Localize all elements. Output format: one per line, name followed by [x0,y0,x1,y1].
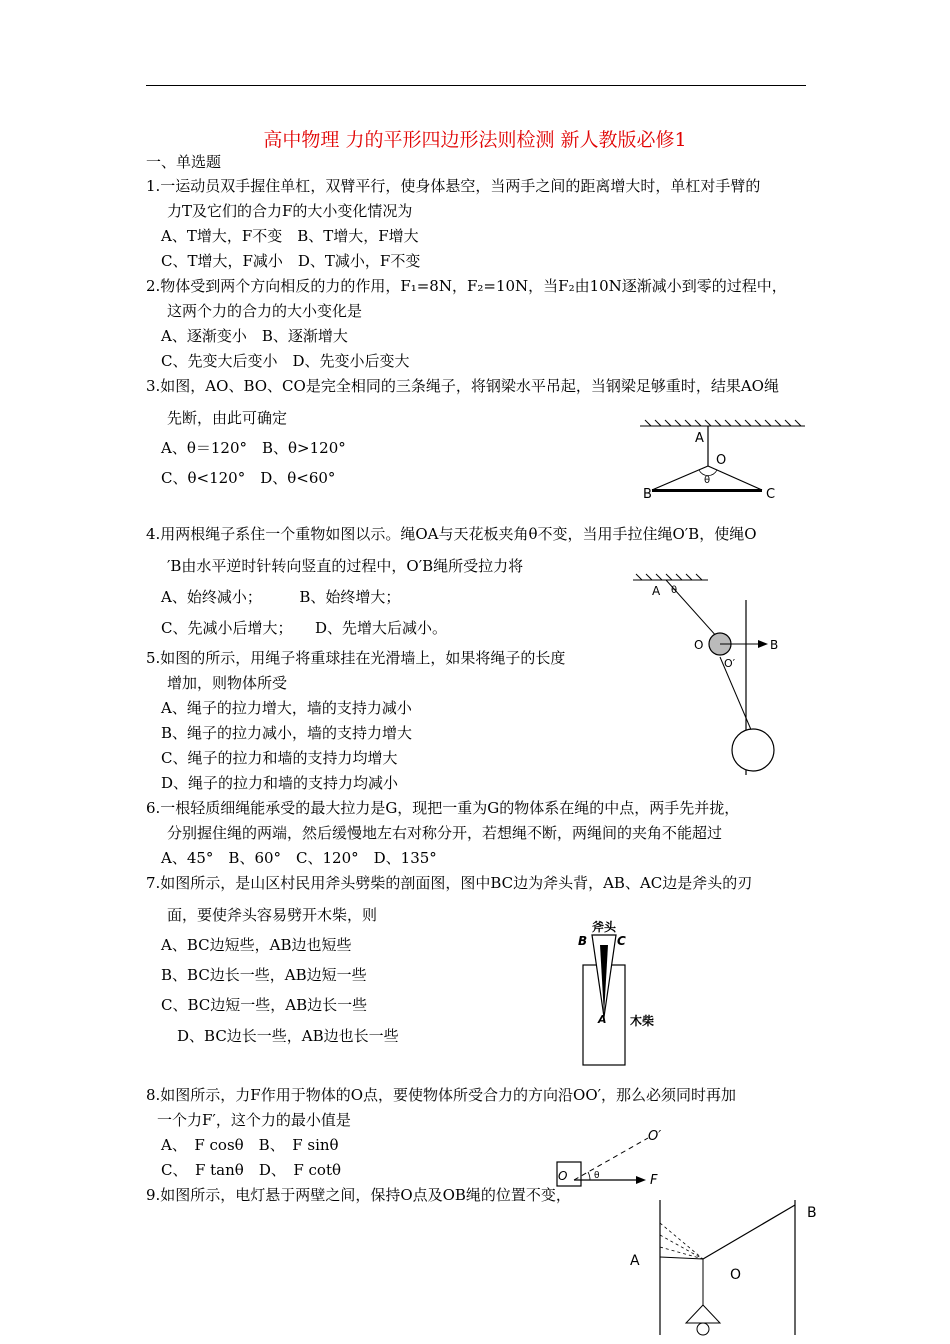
q9-figure [620,1195,820,1340]
q5-options-2: B、绳子的拉力减小，墙的支持力增大 [161,724,413,742]
rope-bo [652,466,711,490]
q7-label-firewood: 木柴 [630,1014,655,1028]
q7-options-1: A、BC边短些，AB边也短些 [161,936,352,954]
q8-options-1: A、 F cosθ B、 F sinθ [161,1136,339,1154]
q6-options-1: A、45° B、60° C、120° D、135° [161,849,437,867]
q3-line1: 3.如图，AO、BO、CO是完全相同的三条绳子，将钢梁水平吊起，当钢梁足够重时，结果AO绳 [146,377,779,395]
rope-ob [703,1205,795,1259]
q4-label-o-prime: O′ [724,657,736,670]
q1-options-2: C、T增大，F减小 D、T减小，F不变 [161,252,421,270]
q6-line1: 6.一根轻质细绳能承受的最大拉力是G，现把一重为G的物体系在绳的中点，两手先并拢， [146,799,740,817]
q7-label-b: B [578,934,588,948]
q4-label-b: B [770,638,779,652]
q2-line1: 2.物体受到两个方向相反的力的作用，F₁=8N，F₂=10N，当F₂由10N逐渐减小到零的过程中， [146,277,787,295]
rope-co [708,466,762,490]
q5-line2: 增加，则物体所受 [167,674,288,692]
top-rule [146,85,806,86]
ceiling-hatch [633,574,708,580]
q3-label-b: B [643,487,652,502]
q8-label-o: O [558,1169,568,1183]
q3-label-theta: θ [704,475,711,486]
q8-line1: 8.如图所示，力F作用于物体的O点，要使物体所受合力的方向沿OO′，那么必须同时再加 [146,1086,737,1104]
q7-figure [570,915,670,1070]
q5-options-3: C、绳子的拉力和墙的支持力均增大 [161,749,398,767]
q4-options-1: A、始终减小； B、始终增大； [161,588,401,606]
q4-label-a: A [652,584,661,598]
q4-options-2: C、先减小后增大； D、先增大后减小。 [161,619,448,637]
q2-options-1: A、逐渐变小 B、逐渐增大 [161,327,348,345]
q1-line1: 1.一运动员双手握住单杠，双臂平行，使身体悬空，当两手之间的距离增大时，单杠对手臂的 [146,177,761,195]
steel-beam [652,489,762,492]
q7-options-3: C、BC边短一些，AB边长一些 [161,996,368,1014]
q4-line2: ′B由水平逆时针转向竖直的过程中，O′B绳所受拉力将 [167,557,524,575]
q3-options-1: A、θ＝120° B、θ>120° [161,439,346,457]
ceiling-hatch [640,420,805,426]
q7-label-c: C [617,934,626,948]
q9-line1: 9.如图所示，电灯悬于两壁之间，保持O点及OB绳的位置不变， [146,1186,571,1204]
document-title: 高中物理 力的平形四边形法则检测 新人教版必修1 [263,129,687,151]
q4-label-o: O [694,638,704,652]
q4-q5-figure [628,570,788,780]
q4-line1: 4.用两根绳子系住一个重物如图以示。绳OA与天花板夹角θ不变，当用手拉住绳O′B，使绳O [146,525,757,543]
theta-arc [588,1172,590,1180]
q8-figure [550,1122,685,1194]
q8-label-theta: θ [594,1171,600,1181]
q8-line2: 一个力F′，这个力的最小值是 [157,1111,351,1129]
arrow-b-icon [758,640,768,648]
lamp-bulb-icon [697,1323,709,1335]
q1-line2: 力T及它们的合力F的大小变化情况为 [167,202,413,220]
section-heading: 一、单选题 [146,153,222,171]
q9-label-o: O [730,1267,742,1283]
q3-label-c: C [766,487,776,502]
q3-line2: 先断，由此可确定 [167,409,288,427]
q5-line1: 5.如图的所示，用绳子将重球挂在光滑墙上，如果将绳子的长度 [146,649,566,667]
q2-options-2: C、先变大后变小 D、先变小后变大 [161,352,410,370]
q2-line2: 这两个力的合力的大小变化是 [167,302,363,320]
rope-dashed-2 [660,1235,703,1259]
q4-label-theta: θ [671,585,678,596]
q6-line2: 分别握住绳的两端，然后缓慢地左右对称分开，若想绳不断，两绳间的夹角不能超过 [167,824,723,842]
q7-options-2: B、BC边长一些，AB边短一些 [161,966,367,984]
q1-options-1: A、T增大，F不变 B、T增大，F增大 [161,227,419,245]
q5-options-4: D、绳子的拉力和墙的支持力均减小 [161,774,399,792]
q3-options-2: C、θ<120° D、θ<60° [161,469,336,487]
q3-label-a: A [695,431,704,446]
q7-label-a: A [598,1013,607,1026]
lamp-shade-icon [686,1305,720,1323]
direction-oo-prime [574,1138,648,1180]
q7-line2: 面，要使斧头容易劈开木柴，则 [167,906,378,924]
q8-label-o-prime: O′ [648,1129,662,1144]
q3-figure [635,418,810,506]
q9-label-b: B [807,1205,817,1221]
q8-options-2: C、 F tanθ D、 F cotθ [161,1161,342,1179]
rope-dashed-1 [660,1223,703,1259]
q7-label-axe: 斧头 [592,920,617,934]
q7-options-4: D、BC边长一些，AB边也长一些 [177,1027,399,1045]
heavy-ball [732,729,774,771]
q8-label-f: F [650,1173,658,1188]
force-f-arrow-icon [636,1176,646,1184]
q5-options-1: A、绳子的拉力增大，墙的支持力减小 [161,699,412,717]
q9-label-a: A [630,1253,640,1269]
q3-label-o: O [716,453,727,468]
q7-line1: 7.如图所示，是山区村民用斧头劈柴的剖面图，图中BC边为斧头背，AB、AC边是斧头的刃 [146,874,753,892]
